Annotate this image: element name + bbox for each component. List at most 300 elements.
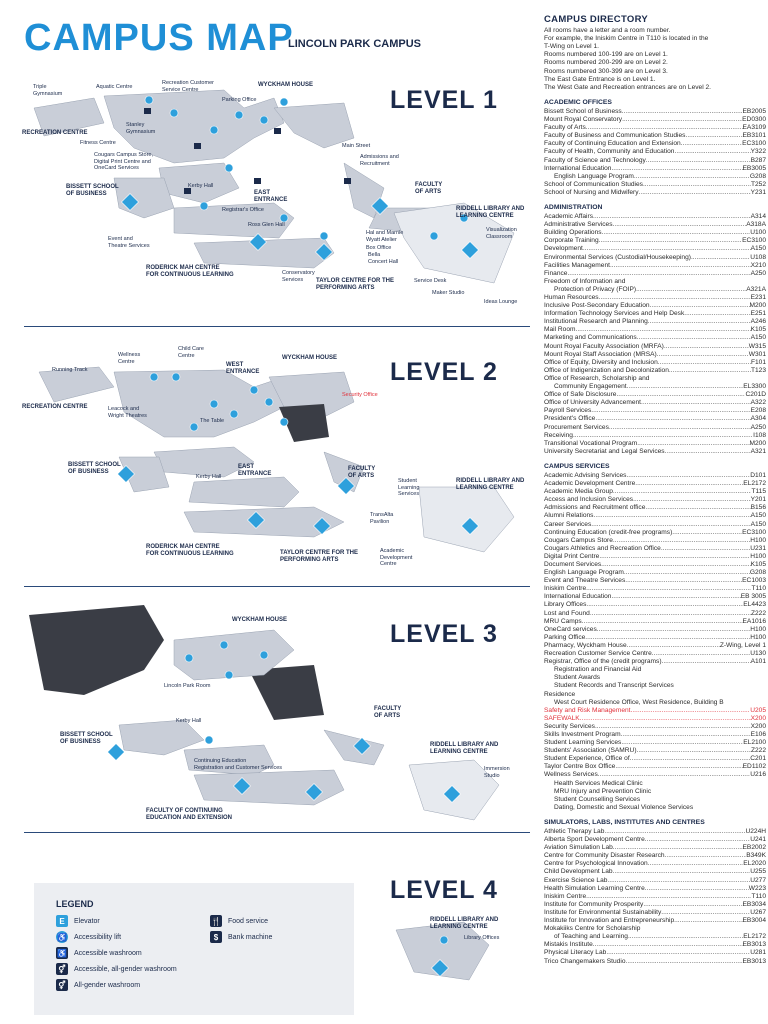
entry-name: SAFEWALK: [544, 714, 580, 722]
directory-entry: [544, 148, 766, 156]
entry-name: Office of Equity, Diversity and Inclusion: [544, 358, 658, 366]
entry-leader: [685, 132, 742, 140]
entry-leader: [590, 610, 751, 618]
entry-leader: [645, 504, 750, 512]
label-riddell-2: RIDDELL LIBRARY AND LEARNING CENTRE: [456, 478, 525, 491]
entry-leader: [637, 334, 751, 342]
directory-entry: [544, 715, 766, 723]
label-service-desk: Service Desk: [414, 278, 447, 284]
entry-room: Z222: [750, 747, 766, 755]
entry-room: U255: [750, 868, 766, 876]
entry-name: Procurement Services: [544, 423, 609, 431]
entry-room: B156: [750, 504, 766, 512]
entry-leader: [593, 512, 750, 520]
directory-entry: [544, 165, 766, 173]
divider-3: [24, 832, 530, 833]
label-recreation-centre: RECREATION CENTRE: [22, 130, 88, 136]
label-bissett-3: BISSETT SCHOOL OF BUSINESS: [60, 732, 113, 745]
label-wyckham-2: WYCKHAM HOUSE: [282, 355, 337, 361]
entry-leader: [567, 270, 750, 278]
directory-entry: [544, 601, 766, 609]
directory-entry: Student Awards: [554, 674, 601, 682]
label-kerby-2: Kerby Hall: [196, 474, 222, 480]
label-main-street: Main Street: [342, 143, 371, 149]
entry-room: EA1016: [742, 617, 766, 625]
entry-leader: [607, 877, 750, 885]
directory-entry: [544, 569, 766, 577]
entry-room: EL2172: [743, 480, 766, 488]
directory-intro-line: All rooms have a letter and a room number.: [544, 27, 671, 35]
entry-leader: [595, 415, 750, 423]
entry-name: Academic Advising Services: [544, 471, 627, 479]
entry-leader: [613, 488, 752, 496]
entry-name: Mount Royal Conservatory: [544, 116, 623, 124]
entry-leader: [593, 213, 751, 221]
entry-name: Security Services: [544, 722, 595, 730]
directory-entry: [544, 189, 766, 197]
label-east-entrance-2: EAST ENTRANCE: [238, 464, 272, 477]
label-bissett: BISSETT SCHOOL OF BUSINESS: [66, 184, 119, 197]
entry-name: Corporate Training: [544, 237, 599, 245]
entry-room: F101: [750, 358, 766, 366]
directory-entry: [544, 488, 766, 496]
campus-subtitle: LINCOLN PARK CAMPUS: [288, 38, 422, 50]
directory-entry: [544, 723, 766, 731]
entry-name: Environmental Services (Custodial/Housekeeping): [544, 253, 691, 261]
entry-leader: [636, 286, 746, 294]
directory-entry: [544, 933, 766, 941]
directory-entry: West Court Residence Office, West Residence, Building B: [554, 698, 724, 706]
entry-room: EC3100: [742, 140, 766, 148]
directory-entry: [544, 116, 766, 124]
entry-leader: [615, 763, 742, 771]
label-ross-glen: Ross Glen Hall: [248, 222, 285, 228]
entry-room: X200: [750, 714, 766, 722]
entry-name: Academic Media Group: [544, 488, 613, 496]
entry-room: A246: [750, 318, 766, 326]
label-west-entrance: WEST ENTRANCE: [226, 362, 260, 375]
entry-room: U130: [750, 650, 766, 658]
label-taylor-2: TAYLOR CENTRE FOR THE PERFORMING ARTS: [280, 550, 359, 563]
directory-entry: Student Counselling Services: [554, 795, 641, 803]
directory-entry: [544, 941, 766, 949]
entry-name: Skills Investment Program: [544, 730, 621, 738]
entry-room: B287: [750, 156, 766, 164]
entry-name: Continuing Education (credit-free programs): [544, 528, 673, 536]
entry-room: A318A: [746, 221, 766, 229]
entry-name: Administrative Services: [544, 221, 613, 229]
entry-leader: [622, 108, 743, 116]
entry-name: Career Services: [544, 520, 592, 528]
directory-intro-line: The West Gate and Recreation entrances are on Level 2.: [544, 83, 712, 91]
entry-name: Child Development Lab: [544, 868, 613, 876]
directory-intro-line: T-Wing on Level 1.: [544, 43, 599, 51]
entry-leader: [674, 148, 750, 156]
level-3-title: LEVEL 3: [390, 620, 498, 648]
label-cougars: Cougars Campus Store, Digital Print Centre and OneCard Services: [94, 152, 153, 171]
entry-leader: [641, 399, 751, 407]
directory-entry: [544, 917, 766, 925]
directory-sections: [544, 99, 766, 966]
directory-entry: [544, 383, 766, 391]
entry-name: Faculty of Health, Community and Education: [544, 148, 675, 156]
entry-name: Transitional Vocational Program: [544, 439, 638, 447]
directory-entry: MRU Injury and Prevention Clinic: [554, 787, 652, 795]
entry-room: C201: [750, 755, 766, 763]
directory-entry: [544, 108, 766, 116]
entry-room: T110: [751, 585, 766, 593]
divider-2: [24, 586, 530, 587]
entry-leader: [593, 941, 743, 949]
entry-room: E251: [750, 310, 766, 318]
directory-entry: [544, 157, 766, 165]
label-wyckham-3: WYCKHAM HOUSE: [232, 617, 287, 623]
directory-entry: [544, 731, 766, 739]
entry-name: Mistakis Institute: [544, 941, 593, 949]
entry-leader: [599, 237, 743, 245]
entry-name: Faculty of Arts: [544, 124, 586, 132]
entry-name: Protection of Privacy (FOIP): [554, 285, 637, 293]
level-2-map[interactable]: [24, 342, 524, 572]
label-east-entrance: EAST ENTRANCE: [254, 190, 288, 203]
entry-name: Lost and Found: [544, 609, 590, 617]
entry-room: M200: [749, 302, 766, 310]
directory-entry: [544, 237, 766, 245]
entry-room: A322: [750, 399, 766, 407]
entry-room: EB 3005: [740, 593, 766, 601]
entry-room: EL3300: [743, 383, 766, 391]
entry-leader: [606, 949, 750, 957]
entry-leader: [624, 569, 750, 577]
label-roderick: RODERICK MAH CENTRE FOR CONTINUOUS LEARNING: [146, 265, 234, 278]
directory-entry: [544, 480, 766, 488]
label-recreation-centre-2: RECREATION CENTRE: [22, 404, 88, 410]
entry-name: Academic Affairs: [544, 213, 593, 221]
entry-room: A321A: [746, 285, 766, 293]
entry-room: U216: [750, 771, 766, 779]
entry-leader: [635, 480, 743, 488]
entry-room: A250: [750, 269, 766, 277]
label-hal-marnie: Hal and Marnie Wyatt Atelier: [366, 230, 404, 243]
entry-leader: [604, 828, 745, 836]
directory-entry: [544, 245, 766, 253]
entry-leader: [658, 359, 751, 367]
entry-name: Safety and Risk Management: [544, 706, 631, 714]
entry-leader: [585, 634, 750, 642]
directory-intro-line: Rooms numbered 100-199 are on Level 1.: [544, 51, 668, 59]
directory-entry: [544, 173, 766, 181]
entry-leader: [599, 553, 750, 561]
entry-name: Human Resources: [544, 294, 599, 301]
entry-room: EL4423: [743, 601, 766, 609]
entry-leader: [643, 901, 742, 909]
all-gender-washroom-icon: ⚥: [56, 979, 68, 991]
directory-entry: [544, 836, 766, 844]
entry-leader: [691, 254, 750, 262]
entry-name: Taylor Centre Box Office: [544, 763, 616, 771]
entry-name: Iniskim Centre: [544, 892, 587, 900]
entry-name: Mail Room: [544, 326, 576, 334]
label-ideas: Ideas Lounge: [484, 299, 518, 305]
entry-name: Student Experience, Office of: [544, 755, 630, 763]
entry-name: Finance: [544, 269, 568, 277]
entry-name: Pharmacy, Wyckham House: [544, 641, 627, 649]
entry-name: Bissett School of Business: [544, 107, 622, 115]
entry-name: Admissions and Recruitment office: [544, 504, 646, 512]
label-faculty-arts: FACULTY OF ARTS: [415, 182, 443, 195]
directory-entry: [544, 512, 766, 520]
entry-name: Students' Association (SAMRU): [544, 747, 637, 755]
entry-name: Cougars Athletics and Recreation Office: [544, 544, 661, 552]
entry-leader: [626, 472, 750, 480]
directory-entry: [544, 294, 766, 302]
entry-name: Alumni Relations: [544, 512, 594, 520]
directory-title: CAMPUS DIRECTORY: [544, 14, 649, 25]
entry-leader: [576, 326, 751, 334]
entry-name: MRU Camps: [544, 617, 582, 625]
entry-leader: [648, 318, 751, 326]
entry-leader: [609, 424, 751, 432]
label-running: Running Track: [52, 367, 88, 373]
directory-entry: [544, 432, 766, 440]
label-lincoln: Lincoln Park Room: [164, 683, 211, 689]
label-roderick-2: RODERICK MAH CENTRE FOR CONTINUOUS LEARNING: [146, 544, 234, 557]
entry-name: Library Offices: [544, 601, 587, 609]
entry-room: I108: [753, 431, 766, 439]
directory-entry: [544, 448, 766, 456]
entry-leader: [613, 537, 750, 545]
campus-directory: [544, 16, 766, 966]
entry-name: Event and Theatre Services: [544, 577, 626, 585]
entry-leader: [645, 836, 750, 844]
directory-entry: [544, 577, 766, 585]
directory-entry: Registration and Financial Aid: [554, 666, 642, 674]
entry-room: U108: [750, 253, 766, 261]
label-immersion: Immersion Studio: [484, 766, 510, 779]
label-bella: Bella Concert Hall: [368, 252, 399, 265]
label-child-care: Child Care Centre: [178, 346, 204, 359]
entry-leader: [645, 885, 749, 893]
label-transalta: TransAlta Pavilion: [370, 512, 394, 525]
legend: [34, 883, 354, 1015]
directory-entry: [544, 181, 766, 189]
legend-item-bank: $ Bank machine: [210, 931, 272, 943]
entry-name: Facilities Management: [544, 261, 610, 269]
entry-leader: [652, 650, 750, 658]
entry-leader: [631, 707, 751, 715]
entry-name: Access and Inclusion Services: [544, 496, 634, 504]
level-3-map[interactable]: [24, 600, 524, 830]
entry-name: Trico Changemakers Studio: [544, 957, 626, 965]
directory-entry: [544, 326, 766, 334]
directory-entry: [544, 949, 766, 957]
label-kerby: Kerby Hall: [188, 183, 214, 189]
entry-leader: [664, 343, 749, 351]
directory-entry: [544, 286, 766, 294]
entry-leader: [634, 173, 750, 181]
label-stanley: Stanley Gymnasium: [126, 122, 156, 135]
entry-leader: [672, 529, 742, 537]
directory-entry: [544, 367, 766, 375]
directory-entry: [544, 626, 766, 634]
entry-name: Office of University Advancement: [544, 399, 641, 407]
level-2-title: LEVEL 2: [390, 358, 498, 386]
entry-leader: [637, 747, 751, 755]
label-taylor: TAYLOR CENTRE FOR THE PERFORMING ARTS: [316, 278, 395, 291]
legend-item-accessible-all-gender: ⚥ Accessible, all-gender washroom: [56, 963, 177, 975]
label-wellness: Wellness Centre: [118, 352, 141, 365]
directory-entry: [544, 424, 766, 432]
entry-leader: [597, 626, 750, 634]
entry-room: E106: [750, 730, 766, 738]
directory-entry: [544, 472, 766, 480]
entry-room: H100: [750, 625, 766, 633]
entry-room: A150: [750, 520, 766, 528]
level-4-title: LEVEL 4: [390, 876, 498, 904]
entry-name: OneCard services: [544, 625, 597, 633]
food-service-icon: 🍴: [211, 916, 221, 926]
entry-room: B349K: [746, 852, 766, 860]
legend-item-food: 🍴 Food service: [211, 916, 269, 926]
entry-room: Z-Wing, Level 1: [719, 641, 766, 649]
directory-entry: [544, 529, 766, 537]
entry-name: Parking Office: [544, 633, 586, 641]
entry-name: Centre for Psychological Innovation: [544, 860, 648, 868]
entry-room: A304: [750, 415, 766, 423]
directory-intro: [544, 27, 766, 92]
directory-section-title: SIMULATORS, LABS, INSTITUTES AND CENTRES: [544, 818, 705, 826]
entry-leader: [586, 124, 743, 132]
entry-leader: [665, 852, 747, 860]
entry-room: U267: [750, 908, 766, 916]
label-riddell-4: RIDDELL LIBRARY AND LEARNING CENTRE: [430, 917, 499, 930]
entry-room: Y231: [750, 188, 766, 196]
entry-room: EB3101: [742, 132, 766, 140]
directory-entry: [544, 545, 766, 553]
directory-entry: [544, 901, 766, 909]
label-recreation-customer: Recreation Customer Service Centre: [162, 80, 214, 93]
directory-entry: [544, 213, 766, 221]
directory-entry: [544, 334, 766, 342]
entry-leader: [595, 723, 751, 731]
directory-entry: [544, 302, 766, 310]
level-1-title: LEVEL 1: [390, 86, 498, 114]
label-registrar: Registrar's Office: [222, 207, 264, 213]
entry-name: International Education: [544, 593, 612, 601]
directory-entry: [544, 747, 766, 755]
directory-entry: [544, 553, 766, 561]
entry-name: Development: [544, 245, 583, 253]
label-leacock: Leacock and Wright Theatres: [108, 406, 147, 419]
directory-entry: [544, 877, 766, 885]
directory-entry: Mokakiiks Centre for Scholarship: [544, 925, 641, 933]
entry-name: Registrar, Office of the (credit programs): [544, 658, 662, 666]
entry-name: Academic Development Centre: [544, 480, 636, 488]
entry-room: C201D: [745, 391, 766, 399]
entry-leader: [602, 229, 751, 237]
divider-1: [24, 326, 530, 327]
entry-room: U281: [750, 949, 766, 957]
entry-room: Y201: [750, 496, 766, 504]
directory-entry: [544, 221, 766, 229]
entry-room: W315: [748, 342, 766, 350]
entry-room: A314: [750, 213, 766, 221]
label-faculty-ce: FACULTY OF CONTINUING EDUCATION AND EXTENSION: [146, 808, 233, 821]
entry-name: Mount Royal Staff Association (MRSA): [544, 350, 657, 358]
directory-intro-line: Rooms numbered 300-399 are on Level 3.: [544, 67, 668, 75]
directory-entry: Student Records and Transcript Services: [554, 682, 674, 690]
entry-room: A101: [750, 658, 766, 666]
entry-room: A250: [750, 423, 766, 431]
directory-entry: [544, 254, 766, 262]
directory-entry: [544, 618, 766, 626]
entry-name: Iniskim Centre: [544, 585, 587, 593]
entry-leader: [611, 593, 740, 601]
entry-room: T123: [750, 366, 766, 374]
directory-section-title: ADMINISTRATION: [544, 203, 603, 211]
accessible-washroom-icon: ♿: [57, 948, 67, 958]
entry-room: X210: [750, 261, 766, 269]
entry-room: T110: [751, 892, 766, 900]
entry-name: Physical Literacy Lab: [544, 949, 607, 957]
directory-entry: [544, 634, 766, 642]
directory-entry: [544, 771, 766, 779]
entry-room: X200: [750, 722, 766, 730]
directory-entry: [544, 521, 766, 529]
entry-leader: [684, 310, 750, 318]
entry-leader: [643, 181, 751, 189]
label-riddell: RIDDELL LIBRARY AND LEARNING CENTRE: [456, 206, 525, 219]
directory-entry: [544, 229, 766, 237]
label-wyckham: WYCKHAM HOUSE: [258, 82, 313, 88]
directory-entry: [544, 496, 766, 504]
label-triple-gym: Triple Gymnasium: [33, 84, 63, 97]
entry-name: Institute for Environmental Sustainability: [544, 908, 662, 916]
entry-name: School of Communication Studies: [544, 180, 643, 188]
entry-room: ED0300: [742, 116, 766, 124]
label-event-theatre: Event and Theatre Services: [108, 236, 150, 249]
elevator-icon: E: [56, 915, 68, 927]
legend-item-elevator: E Elevator: [56, 915, 100, 927]
directory-entry: [544, 359, 766, 367]
directory-entry: [544, 415, 766, 423]
directory-entry: [544, 828, 766, 836]
entry-room: EB3034: [742, 900, 766, 908]
directory-entry: [544, 310, 766, 318]
label-admissions: Admissions and Recruitment: [360, 154, 399, 167]
directory-entry: [544, 504, 766, 512]
label-box-office: Box Office: [366, 245, 392, 251]
bank-machine-icon: $: [210, 931, 222, 943]
entry-leader: [601, 561, 750, 569]
entry-room: U277: [750, 876, 766, 884]
entry-name: Athletic Therapy Lab: [544, 828, 605, 835]
entry-room: U100: [750, 229, 766, 237]
directory-section-title: CAMPUS SERVICES: [544, 462, 610, 470]
entry-name: Faculty of Science and Technology: [544, 156, 646, 164]
directory-entry: [544, 407, 766, 415]
directory-entry: [544, 658, 766, 666]
label-faculty-arts-3: FACULTY OF ARTS: [374, 706, 402, 719]
entry-name: Inclusive Post-Secondary Education: [544, 302, 650, 310]
entry-leader: [622, 116, 742, 124]
entry-name: Health Simulation Learning Centre: [544, 884, 645, 892]
entry-room: EB3013: [742, 941, 766, 949]
entry-leader: [625, 577, 742, 585]
entry-leader: [613, 868, 751, 876]
entry-room: A150: [750, 512, 766, 520]
entry-leader: [661, 909, 750, 917]
